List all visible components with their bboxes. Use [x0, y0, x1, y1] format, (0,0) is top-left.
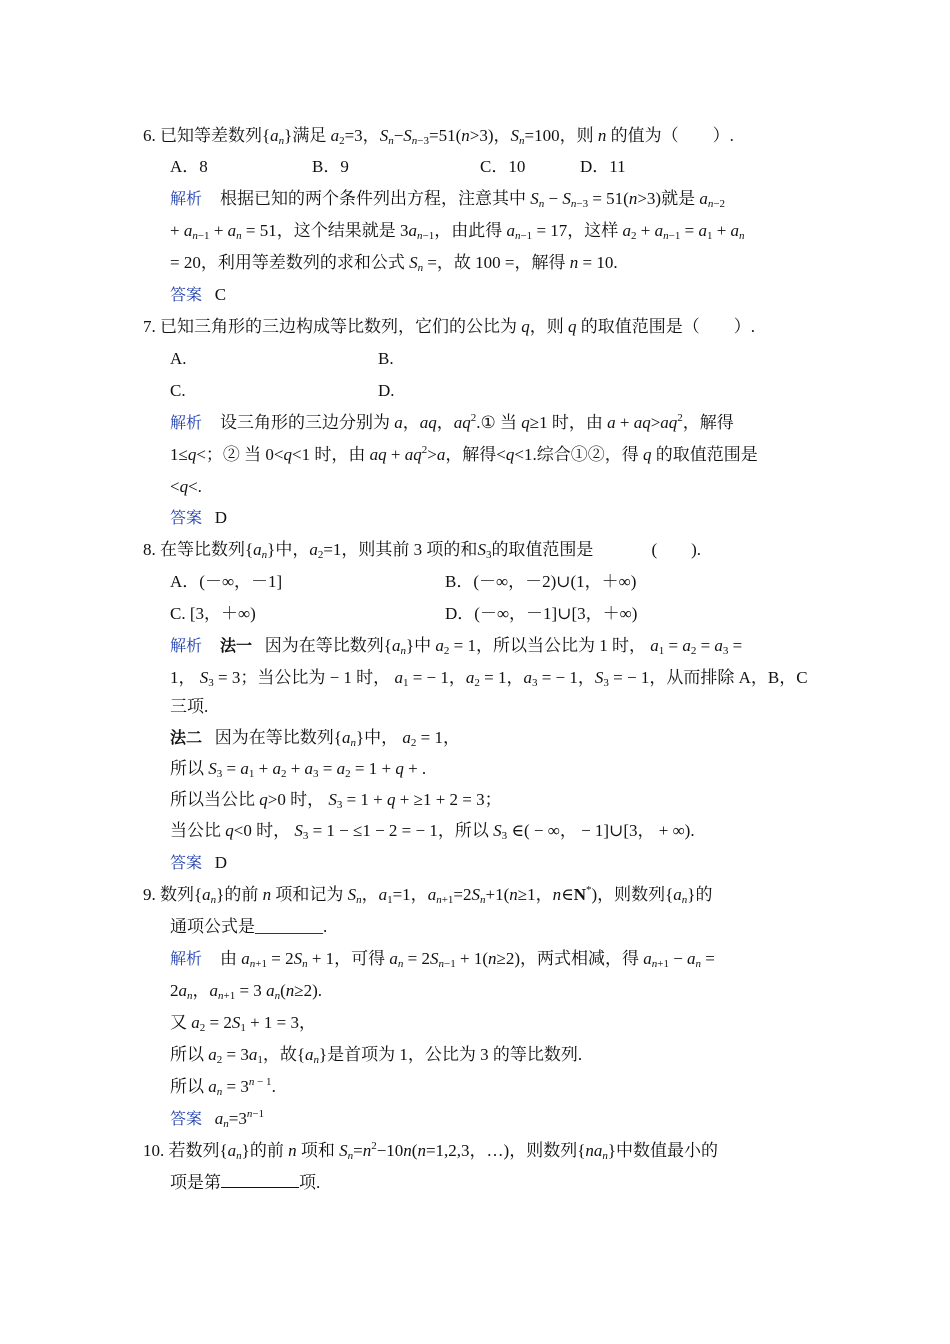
- q7-answer: 答案 D: [170, 508, 228, 527]
- q6-option-c: C．10: [480, 157, 526, 176]
- question-10-stem: 10. 若数列$\{a_n\}$的前 n 项和 $S_n=n^2-10n(n=1,2,3$，…)，则数列$\{na_n\}$中数值最小的: [143, 1140, 719, 1162]
- q8-solution-line-3: 三项.: [170, 697, 209, 716]
- question-6-stem: 6. 已知等差数列$\{a_n\}$满足 $a_2=3$，$S_n-S_{n-3}=51(n>3)$，$S_n=100$，则 n 的值为（ ）.: [143, 126, 734, 147]
- q8-solution-line-1: 解析 法一 因为在等比数列$\{a_n\}$中 $a_2 = 1$，所以当公比为 1 时， $a_1 = a_2 = a_3$ =: [170, 636, 743, 657]
- q6-option-a: A．8: [170, 157, 208, 176]
- q8-option-c: C. [3，＋∞): [170, 604, 256, 623]
- question-7-stem: 7. 已知三角形的三边构成等比数列，它们的公比为 q，则 q 的取值范围是（ ）.: [143, 317, 755, 336]
- q6-answer: 答案 C: [170, 285, 227, 304]
- question-9-stem: 9. 数列$\{a_n\}$的前 n 项和记为 $S_n$，$a_1=1$，$a_{n+1}=2S_n+1(n\ge 1$，n∈N*)，则数列$\{a_n\}$的: [143, 884, 713, 906]
- q8-method-2-line-4: 当公比 q<0 时， $S_3 = 1 - \le 1 - 2$ = − 1，所以 $S_3$ ∈( − ∞， − 1]∪[3， + ∞).: [170, 821, 695, 842]
- q9-answer: 答案 $a_n=3^{n-1}$: [170, 1108, 265, 1130]
- q8-option-d: D．(－∞，－1]∪[3，＋∞): [445, 604, 638, 623]
- question-8-options-row-1: [0, 570, 950, 594]
- q8-answer: 答案 D: [170, 853, 228, 872]
- q7-solution-line-3: <q<.: [170, 477, 202, 496]
- question-7-options-row-1: [0, 347, 950, 371]
- q7-solution-line-2: 1≤q<；② 当 0<q<1 时，由 aq + $aq^2>a$，解得<q<1.综合①②，得 q 的取值范围是: [170, 444, 758, 464]
- q9-solution-line-1: 解析 由 $a_{n+1} = 2S_n + 1$，可得 $a_n = 2S_{n-1} + 1(n\ge 2)$，两式相减，得 $a_{n+1} - a_n$ =: [170, 949, 715, 970]
- question-7-options-row-2: [0, 379, 950, 403]
- q9-solution-line-2: $2a_n$，$a_{n+1} = 3$ $a_n(n\ge 2)$.: [170, 981, 322, 1002]
- q9-solution-line-5: 所以 $a_n = 3^{n - 1}$.: [170, 1076, 276, 1098]
- q6-solution-line-1: 解析 根据已知的两个条件列出方程，注意其中 $S_n - S_{n-3} = 51(n>3)$就是 $a_{n-2}$: [170, 189, 726, 210]
- q6-solution-line-3: = 20，利用等差数列的求和公式 $S_n$ =，故 100 =，解得 n = 10.: [170, 253, 618, 274]
- q8-method-2-line-2: 所以 $S_3 = a_1 + a_2 + a_3 = a_2 = 1 + q$ + .: [170, 759, 427, 780]
- q6-solution-line-2: + $a_{n-1} + a_n = 51$，这个结果就是 $3a_{n-1}$，由此得 $a_{n-1} = 17$，这样 $a_2 + a_{n-1} = a_1 + a_n$: [170, 221, 745, 242]
- question-8-stem: 8. 在等比数列$\{a_n\}$中，$a_2=1$，则其前 3 项的和$S_3$的取值范围是 ( ).: [143, 540, 702, 561]
- question-6-options: [0, 155, 950, 179]
- q6-option-d: D．11: [580, 157, 626, 176]
- q8-option-a: A．(－∞，－1]: [170, 572, 283, 591]
- q8-option-b: B．(－∞，－2)∪(1，＋∞): [445, 572, 637, 591]
- q7-option-d: D.: [378, 381, 395, 400]
- question-10-stem-line-2: 项是第 项.: [170, 1173, 321, 1192]
- q7-solution-line-1: 解析 设三角形的三边分别为 a，aq，$aq^2.①$ 当 q≥1 时，由 $a + aq>aq^2$，解得: [170, 412, 734, 432]
- question-9-stem-line-2: 通项公式是________.: [170, 917, 328, 936]
- q8-method-2-line-1: 法二 因为在等比数列$\{a_n\}$中， $a_2 = 1$，: [170, 728, 460, 749]
- q9-solution-line-4: 所以 $a_2 = 3a_1$，故$\{a_n\}$是首项为 1，公比为 3 的等比数列.: [170, 1045, 583, 1066]
- q8-method-2-line-3: 所以当公比 q>0 时， $S_3 = 1 + q + \ge 1 + 2 = 3$；: [170, 790, 502, 811]
- q6-option-b: B．9: [312, 157, 349, 176]
- q7-option-b: B.: [378, 349, 394, 368]
- q10-answer-blank[interactable]: [221, 1171, 299, 1188]
- question-8-options-row-2: [0, 602, 950, 626]
- q7-option-c: C.: [170, 381, 186, 400]
- q8-solution-line-2: 1， $S_3 = 3$；当公比为 − 1 时， $a_1$ = − 1，$a_2 = 1$，$a_3$ = − 1，$S_3$ = − 1，从而排除 A，B，C: [170, 668, 808, 689]
- q9-solution-line-3: 又 $a_2 = 2S_1 + 1 = 3$，: [170, 1013, 317, 1034]
- q7-option-a: A.: [170, 349, 187, 368]
